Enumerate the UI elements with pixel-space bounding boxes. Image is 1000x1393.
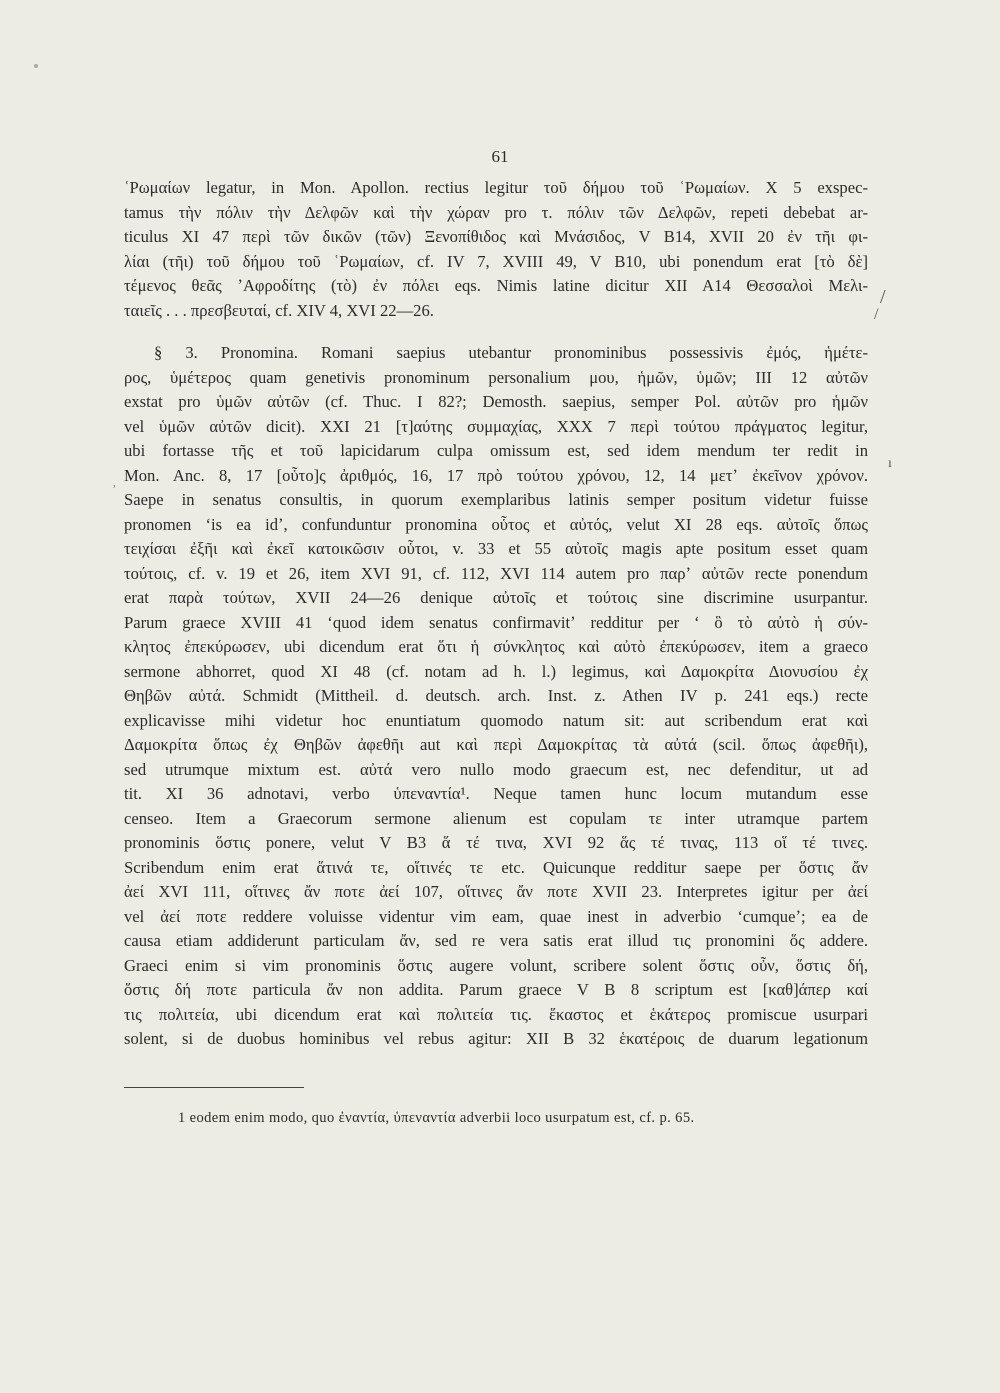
page-number: 61 bbox=[491, 147, 509, 166]
text-line: sermone abhorret, quod XI 48 (cf. notam ad h. l.) legimus, καὶ Δαμοκρίτα Διονυσίου ἐχ bbox=[124, 661, 868, 681]
text-line: Scribendum enim erat ἅτινά τε, οἵτινές τε etc. Quicunque redditur saepe per ὅστις ἄν bbox=[124, 857, 868, 877]
text-line: Saepe in senatus consultis, in quorum exemplaribus latinis semper positum videtur fuisse bbox=[124, 490, 868, 509]
text-line: ρος, ὑμέτερος quam genetivis pronominum personalium μου, ἡμῶν, ὑμῶν; III 12 αὐτῶν bbox=[124, 367, 868, 387]
text-line: κλητος ἐπεκύρωσεν, ubi dicendum erat ὅτι ἡ σύνκλητος καὶ αὐτὸ ἐπεκύρωσεν, item a graeco bbox=[124, 637, 868, 656]
text-line: τις πολιτεία, ubi dicendum erat καὶ πολιτεία τις. ἕκαστος et ἑκάτερος promiscue usurpari bbox=[124, 1004, 868, 1024]
text-line: Graeci enim si vim pronominis ὅστις augere volunt, scribere solent ὅστις οὖν, ὅστις δή, bbox=[124, 955, 868, 975]
text-line: pronominis ὅστις ponere, velut V B3 ἅ τέ τινα, XVI 92 ἅς τέ τινας, 113 οἵ τέ τινες. bbox=[124, 833, 868, 852]
text-line: tamus τὴν πόλιν τὴν Δελφῶν καὶ τὴν χώραν pro τ. πόλιν τῶν Δελφῶν, repeti debebat ar- bbox=[124, 202, 868, 222]
text-line: ὅστις δή ποτε particula ἄν non addita. Parum graece V B 8 scriptum est [καθ]άπερ καί bbox=[124, 980, 868, 999]
paragraph-gap bbox=[124, 323, 868, 341]
text-line: τούτοις, cf. v. 19 et 26, item XVI 91, cf. 112, XVI 114 autem pro παρʼ αὐτῶν recte ponendum bbox=[124, 563, 868, 583]
text-line: erat παρὰ τούτων, XVII 24—26 denique αὐτοῖς et τούτοις sine discrimine usurpantur. bbox=[124, 588, 868, 607]
text-line: sed utrumque mixtum est. αὐτά vero nullo modo graecum est, nec defenditur, ut ad bbox=[124, 759, 868, 779]
text-line: tit. XI 36 adnotavi, verbo ὑπεναντία¹. Neque tamen hunc locum mutandum esse bbox=[124, 784, 868, 803]
margin-pencil-mark: / bbox=[874, 306, 879, 323]
paper-speck bbox=[34, 64, 38, 68]
section-heading-line: § 3. Pronomina. Romani saepius utebantur pronominibus possessivis ἐμός, ἡμέτε- bbox=[154, 343, 868, 362]
text-line: Parum graece XVIII 41 ʻquod idem senatus confirmavitʼ redditur per ʻ ὃ τὸ αὐτὸ ἡ σύν- bbox=[124, 612, 868, 632]
main-text bbox=[124, 176, 868, 1052]
footnote: 1 eodem enim modo, quo ἐναντία, ὑπεναντία adverbii loco usurpatum est, cf. p. 65. bbox=[178, 1110, 695, 1126]
text-line: causa etiam addiderunt particulam ἄν, sed re vera satis erat illud τις pronomini ὅς addere. bbox=[124, 931, 868, 950]
text-line: pronomen ʻis ea idʼ, confunduntur pronomina οὗτος et αὐτός, velut XI 28 eqs. αὐτοῖς ὅπως bbox=[124, 514, 868, 534]
text-line: vel ἀεί ποτε reddere voluisse videntur vim eam, quae inest in adverbio ʻcumqueʼ; ea de bbox=[124, 906, 868, 926]
text-line: censeo. Item a Graecorum sermone alienum est copulam τε inter utramque partem bbox=[124, 808, 868, 828]
text-line: Δαμοκρίτα ὅπως ἐχ Θηβῶν ἀφεθῆι aut καὶ περὶ Δαμοκρίτας τὰ αὐτά (scil. ὅπως ἀφεθῆι), bbox=[124, 735, 868, 754]
text-line: ubi fortasse τῆς et τοῦ lapicidarum culpa omissum est, sed idem mendum ter redit in bbox=[124, 441, 868, 460]
text-line: vel ὑμῶν αὐτῶν dicit). XXI 21 [τ]αύτης συμμαχίας, XXX 7 περὶ τούτου πράγματος legitur, bbox=[124, 416, 868, 436]
margin-pencil-mark: ı bbox=[888, 456, 892, 471]
text-line: λίαι (τῆι) τοῦ δήμου τοῦ ʿΡωμαίων, cf. IV 7, XVIII 49, V B10, ubi ponendum erat [τὸ δὲ] bbox=[124, 251, 868, 271]
text-line: Mon. Anc. 8, 17 [οὗτο]ς ἀριθμός, 16, 17 πρὸ τούτου χρόνου, 12, 14 μετʼ ἐκεῖνον χρόνον. bbox=[124, 465, 868, 485]
text-line: Θηβῶν αὐτά. Schmidt (Mittheil. d. deutsch. arch. Inst. z. Athen IV p. 241 eqs.) recte bbox=[124, 686, 868, 705]
margin-pencil-mark: ˒ bbox=[112, 477, 117, 492]
text-line: ʿΡωμαίων legatur, in Mon. Apollon. rectius legitur τοῦ δήμου τοῦ ʿΡωμαίων. X 5 exspec- bbox=[124, 178, 868, 197]
footnote-divider bbox=[124, 1087, 304, 1088]
text-line: ἀεί XVI 111, οἵτινες ἄν ποτε ἀεί 107, οἵτινες ἄν ποτε XVII 23. Interpretes igitur per ἀεί bbox=[124, 882, 868, 901]
margin-pencil-mark: / bbox=[880, 286, 886, 308]
text-line: exstat pro ὑμῶν αὐτῶν (cf. Thuc. I 82?; Demosth. saepius, semper Pol. αὐτῶν pro ἡμῶν bbox=[124, 392, 868, 411]
text-line: explicavisse mihi videtur hoc enuntiatum quomodo natum sit: aut scribendum erat καὶ bbox=[124, 710, 868, 730]
text-line: τέμενος θεᾶς ʼΑφροδίτης (τὸ) ἐν πόλει eqs. Nimis latine dicitur XII A14 Θεσσαλοὶ Μελι- bbox=[124, 276, 868, 295]
text-line: τειχίσαι ἐξῆι καὶ ἐκεῖ κατοικῶσιν οὗτοι, v. 33 et 55 αὐτοῖς magis apte positum esset quam bbox=[124, 539, 868, 558]
text-line: solent, si de duobus hominibus vel rebus agitur: XII B 32 ἑκατέροις de duarum legationum bbox=[124, 1029, 868, 1048]
text-line: ταιεῖς . . . πρεσβευταί, cf. XIV 4, XVI 22—26. bbox=[124, 300, 434, 320]
text-line: ticulus XI 47 περὶ τῶν δικῶν (τῶν) Ξενοπίθιδος καὶ Μνάσιδος, V B14, XVII 20 ἐν τῆι φι- bbox=[124, 227, 868, 246]
